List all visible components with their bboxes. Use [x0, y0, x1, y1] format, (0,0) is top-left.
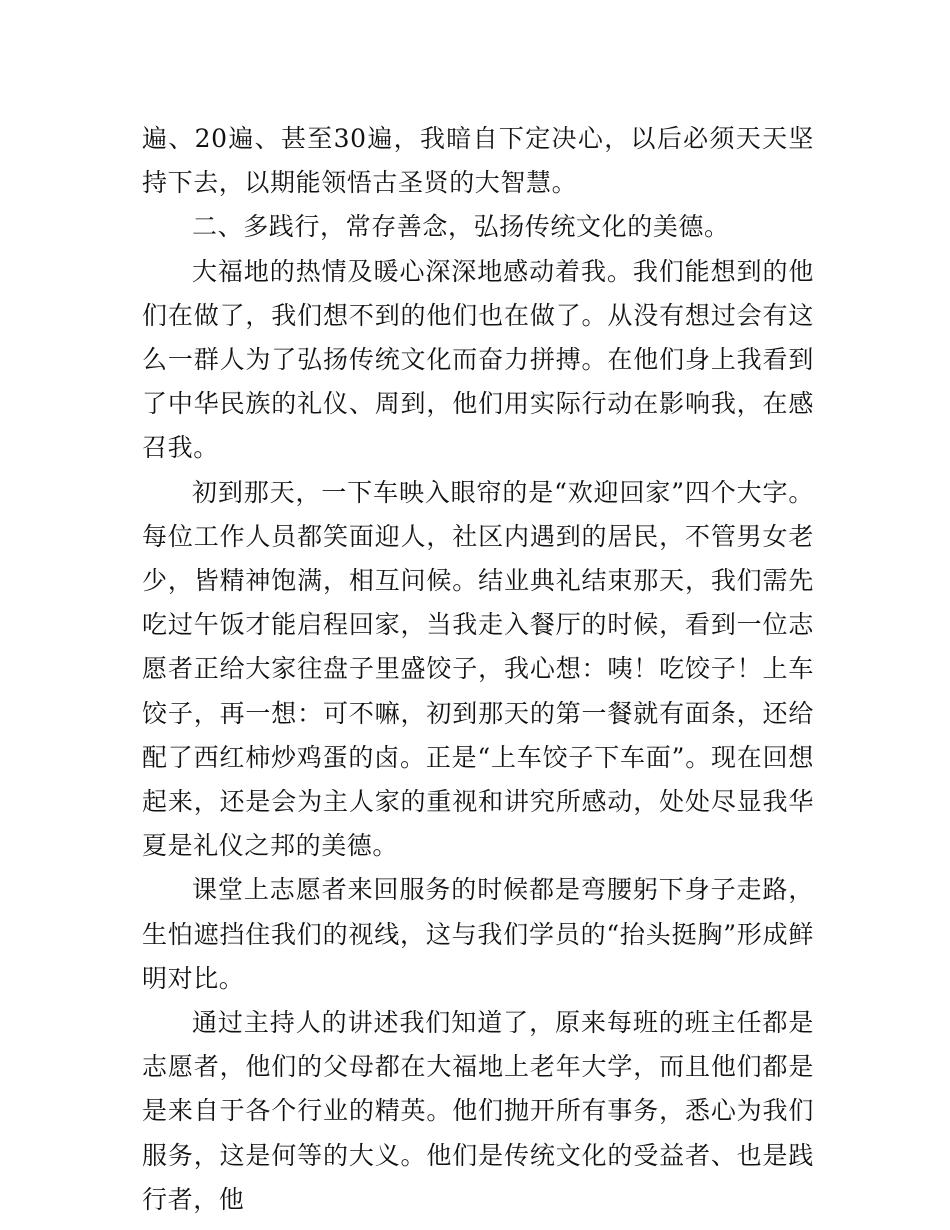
paragraph: 大福地的热情及暖心深深地感动着我。我们能想到的他们在做了，我们想不到的他们也在做了。从没有想过会有这么一群人为了弘扬传统文化而奋力拼搏。在他们身上我看到了中华民族的礼仪、周到，他们用实际行动在影响我，在感召我。	[142, 256, 814, 463]
paragraph: 通过主持人的讲述我们知道了，原来每班的班主任都是志愿者，他们的父母都在大福地上老年大学，而且他们都是是来自于各个行业的精英。他们抛开所有事务，悉心为我们服务，这是何等的大义。他们是传统文化的受益者、也是践行者，他	[142, 1008, 814, 1214]
document-body	[142, 117, 814, 1222]
paragraph: 初到那天，一下车映入眼帘的是“欢迎回家”四个大字。每位工作人员都笑面迎人，社区内遇到的居民，不管男女老少，皆精神饱满，相互问候。结业典礼结束那天，我们需先吃过午饭才能启程回家，当我走入餐厅的时候，看到一位志愿者正给大家往盘子里盛饺子，我心想：咦！吃饺子！上车饺子，再一想：可不嘛，初到那天的第一餐就有面条，还给配了西红柿炒鸡蛋的卤。正是“上车饺子下车面”。现在回想起来，还是会为主人家的重视和讲究所感动，处处尽显我华夏是礼仪之邦的美德。	[142, 477, 814, 861]
paragraph-continued: 遍、20遍、甚至30遍，我暗自下定决心，以后必须天天坚持下去，以期能领悟古圣贤的大智慧。	[142, 124, 814, 198]
section-heading: 二、多践行，常存善念，弘扬传统文化的美德。	[192, 212, 730, 242]
paragraph: 课堂上志愿者来回服务的时候都是弯腰躬下身子走路，生怕遮挡住我们的视线，这与我们学员的“抬头挺胸”形成鲜明对比。	[142, 875, 814, 993]
